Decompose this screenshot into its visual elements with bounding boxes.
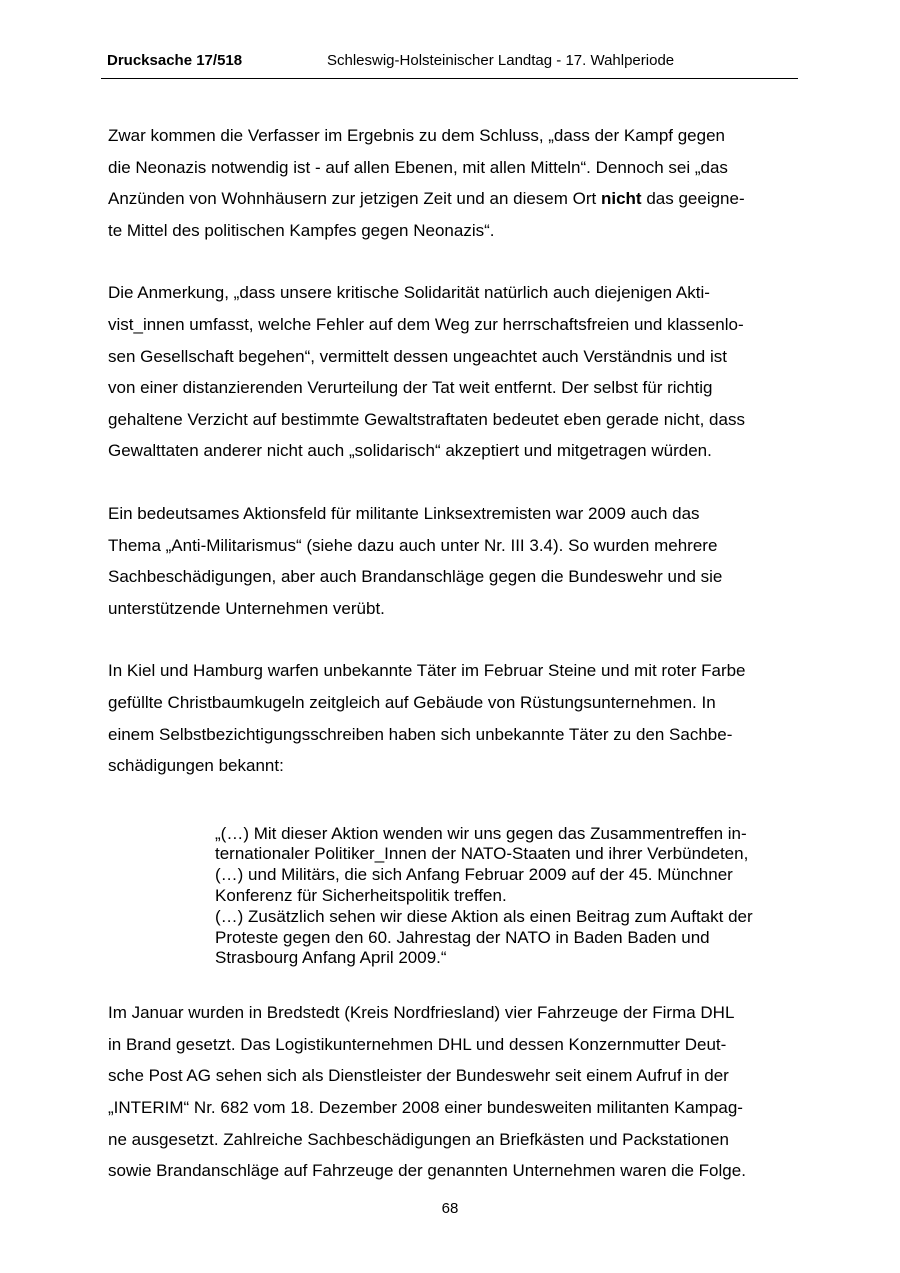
text-line: Gewalttaten anderer nicht auch „solidarisch“ akzeptiert und mitgetragen würden. — [108, 441, 712, 461]
paragraph-1 — [108, 120, 798, 246]
emphasis-nicht: nicht — [600, 189, 642, 209]
text-line: unterstützende Unternehmen verübt. — [108, 598, 385, 618]
text-line: sowie Brandanschläge auf Fahrzeuge der genannten Unternehmen waren die Folge. — [108, 1161, 746, 1181]
text-segment: Anzünden von Wohnhäusern zur jetzigen Zeit und an diesem Ort — [108, 189, 601, 209]
text-line: schädigungen bekannt: — [108, 756, 284, 776]
paragraph-2 — [108, 277, 798, 467]
text-line: sche Post AG sehen sich als Dienstleister der Bundeswehr seit einem Aufruf in der — [108, 1066, 729, 1086]
text-line: „INTERIM“ Nr. 682 vom 18. Dezember 2008 einer bundesweiten militanten Kampag- — [108, 1098, 743, 1118]
text-line: Die Anmerkung, „dass unsere kritische Solidarität natürlich auch diejenigen Akti- — [108, 283, 710, 303]
text-line: vist_innen umfasst, welche Fehler auf dem Weg zur herrschaftsfreien und klassenlo- — [108, 314, 744, 334]
quote-line: Proteste gegen den 60. Jahrestag der NATO in Baden Baden und — [215, 927, 710, 947]
text-line: von einer distanzierenden Verurteilung der Tat weit entfernt. Der selbst für richtig — [108, 378, 713, 398]
paragraph-5 — [108, 997, 798, 1187]
text-line: Sachbeschädigungen, aber auch Brandanschläge gegen die Bundeswehr und sie — [108, 567, 723, 587]
quote-line: „(…) Mit dieser Aktion wenden wir uns gegen das Zusammentreffen in- — [215, 823, 747, 843]
quote-line: Strasbourg Anfang April 2009.“ — [215, 948, 447, 968]
text-line: die Neonazis notwendig ist - auf allen Ebenen, mit allen Mitteln“. Dennoch sei „das — [108, 157, 728, 177]
text-line: ne ausgesetzt. Zahlreiche Sachbeschädigungen an Briefkästen und Packstationen — [108, 1129, 729, 1149]
text-line: Ein bedeutsames Aktionsfeld für militante Linksextremisten war 2009 auch das — [108, 503, 700, 523]
text-line: gehaltene Verzicht auf bestimmte Gewaltstraftaten bedeutet eben gerade nicht, dass — [108, 409, 745, 429]
text-line: gefüllte Christbaumkugeln zeitgleich auf Gebäude von Rüstungsunternehmen. In — [108, 692, 716, 712]
paragraph-4 — [108, 655, 798, 781]
quote-line: (…) Zusätzlich sehen wir diese Aktion als einen Beitrag zum Auftakt der — [215, 906, 753, 926]
text-line: einem Selbstbezichtigungsschreiben haben sich unbekannte Täter zu den Sachbe- — [108, 724, 733, 744]
text-segment: das geeigne- — [641, 189, 745, 209]
quote-line: ternationaler Politiker_Innen der NATO-Staaten und ihrer Verbündeten, — [215, 844, 749, 864]
text-line: te Mittel des politischen Kampfes gegen Neonazis“. — [108, 220, 495, 240]
text-line: in Brand gesetzt. Das Logistikunternehmen DHL und dessen Konzernmutter Deut- — [108, 1034, 727, 1054]
document-number: Drucksache 17/518 — [107, 52, 243, 69]
header-title: Schleswig-Holsteinischer Landtag - 17. Wahlperiode — [327, 52, 675, 69]
page-body — [108, 120, 798, 1187]
quote-line: Konferenz für Sicherheitspolitik treffen. — [215, 886, 507, 906]
text-line: sen Gesellschaft begehen“, vermittelt dessen ungeachtet auch Verständnis und ist — [108, 346, 727, 366]
page-header — [101, 52, 798, 79]
block-quote — [215, 824, 798, 970]
paragraph-3 — [108, 498, 798, 624]
text-line: Thema „Anti-Militarismus“ (siehe dazu auch unter Nr. III 3.4). So wurden mehrere — [108, 535, 718, 555]
text-line: In Kiel und Hamburg warfen unbekannte Täter im Februar Steine und mit roter Farbe — [108, 661, 746, 681]
text-line: Zwar kommen die Verfasser im Ergebnis zu dem Schluss, „dass der Kampf gegen — [108, 126, 725, 145]
page-number: 68 — [441, 1200, 459, 1217]
quote-line: (…) und Militärs, die sich Anfang Februar 2009 auf der 45. Münchner — [215, 865, 733, 885]
text-line — [108, 183, 798, 215]
text-line: Im Januar wurden in Bredstedt (Kreis Nordfriesland) vier Fahrzeuge der Firma DHL — [108, 1003, 735, 1023]
